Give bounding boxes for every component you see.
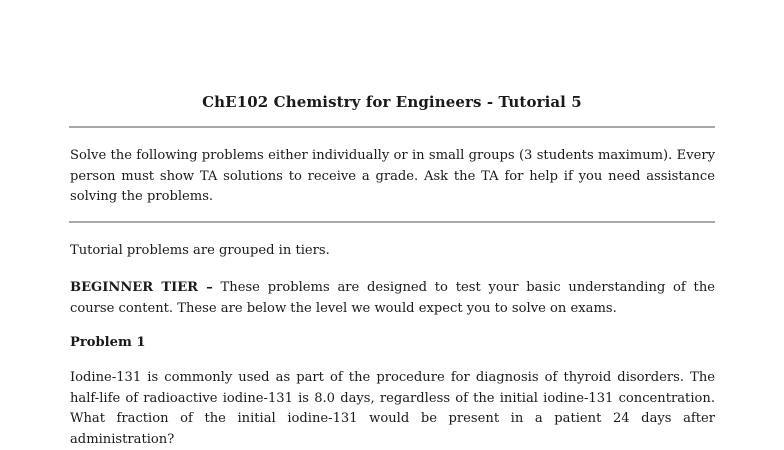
beginner-tier-text: These problems are designed to test your basic understanding of the course content. These are below the level we would expect you to solve on exams. bbox=[70, 280, 715, 316]
divider-top bbox=[69, 126, 715, 128]
problem-1-text: Iodine-131 is commonly used as part of the procedure for diagnosis of thyroid disorders. The half-life of radioactive iodine-131 is 8.0 days, regardless of the initial iodine-131 concentration. What fraction of the initial iodine-131 would be present in a patient 24 days after administration? bbox=[70, 370, 715, 447]
beginner-tier-paragraph bbox=[70, 278, 715, 319]
document-title: ChE102 Chemistry for Engineers - Tutorial 5 bbox=[202, 93, 582, 111]
beginner-tier-label: BEGINNER TIER – bbox=[70, 280, 213, 295]
intro-paragraph: Solve the following problems either individually or in small groups (3 students maximum). Every person must show TA solutions to receive a grade. Ask the TA for help if you need assistance solving the problems. bbox=[70, 148, 715, 204]
divider-bottom bbox=[69, 221, 715, 223]
problem-1-heading: Problem 1 bbox=[70, 335, 146, 350]
tiers-note: Tutorial problems are grouped in tiers. bbox=[70, 243, 330, 258]
